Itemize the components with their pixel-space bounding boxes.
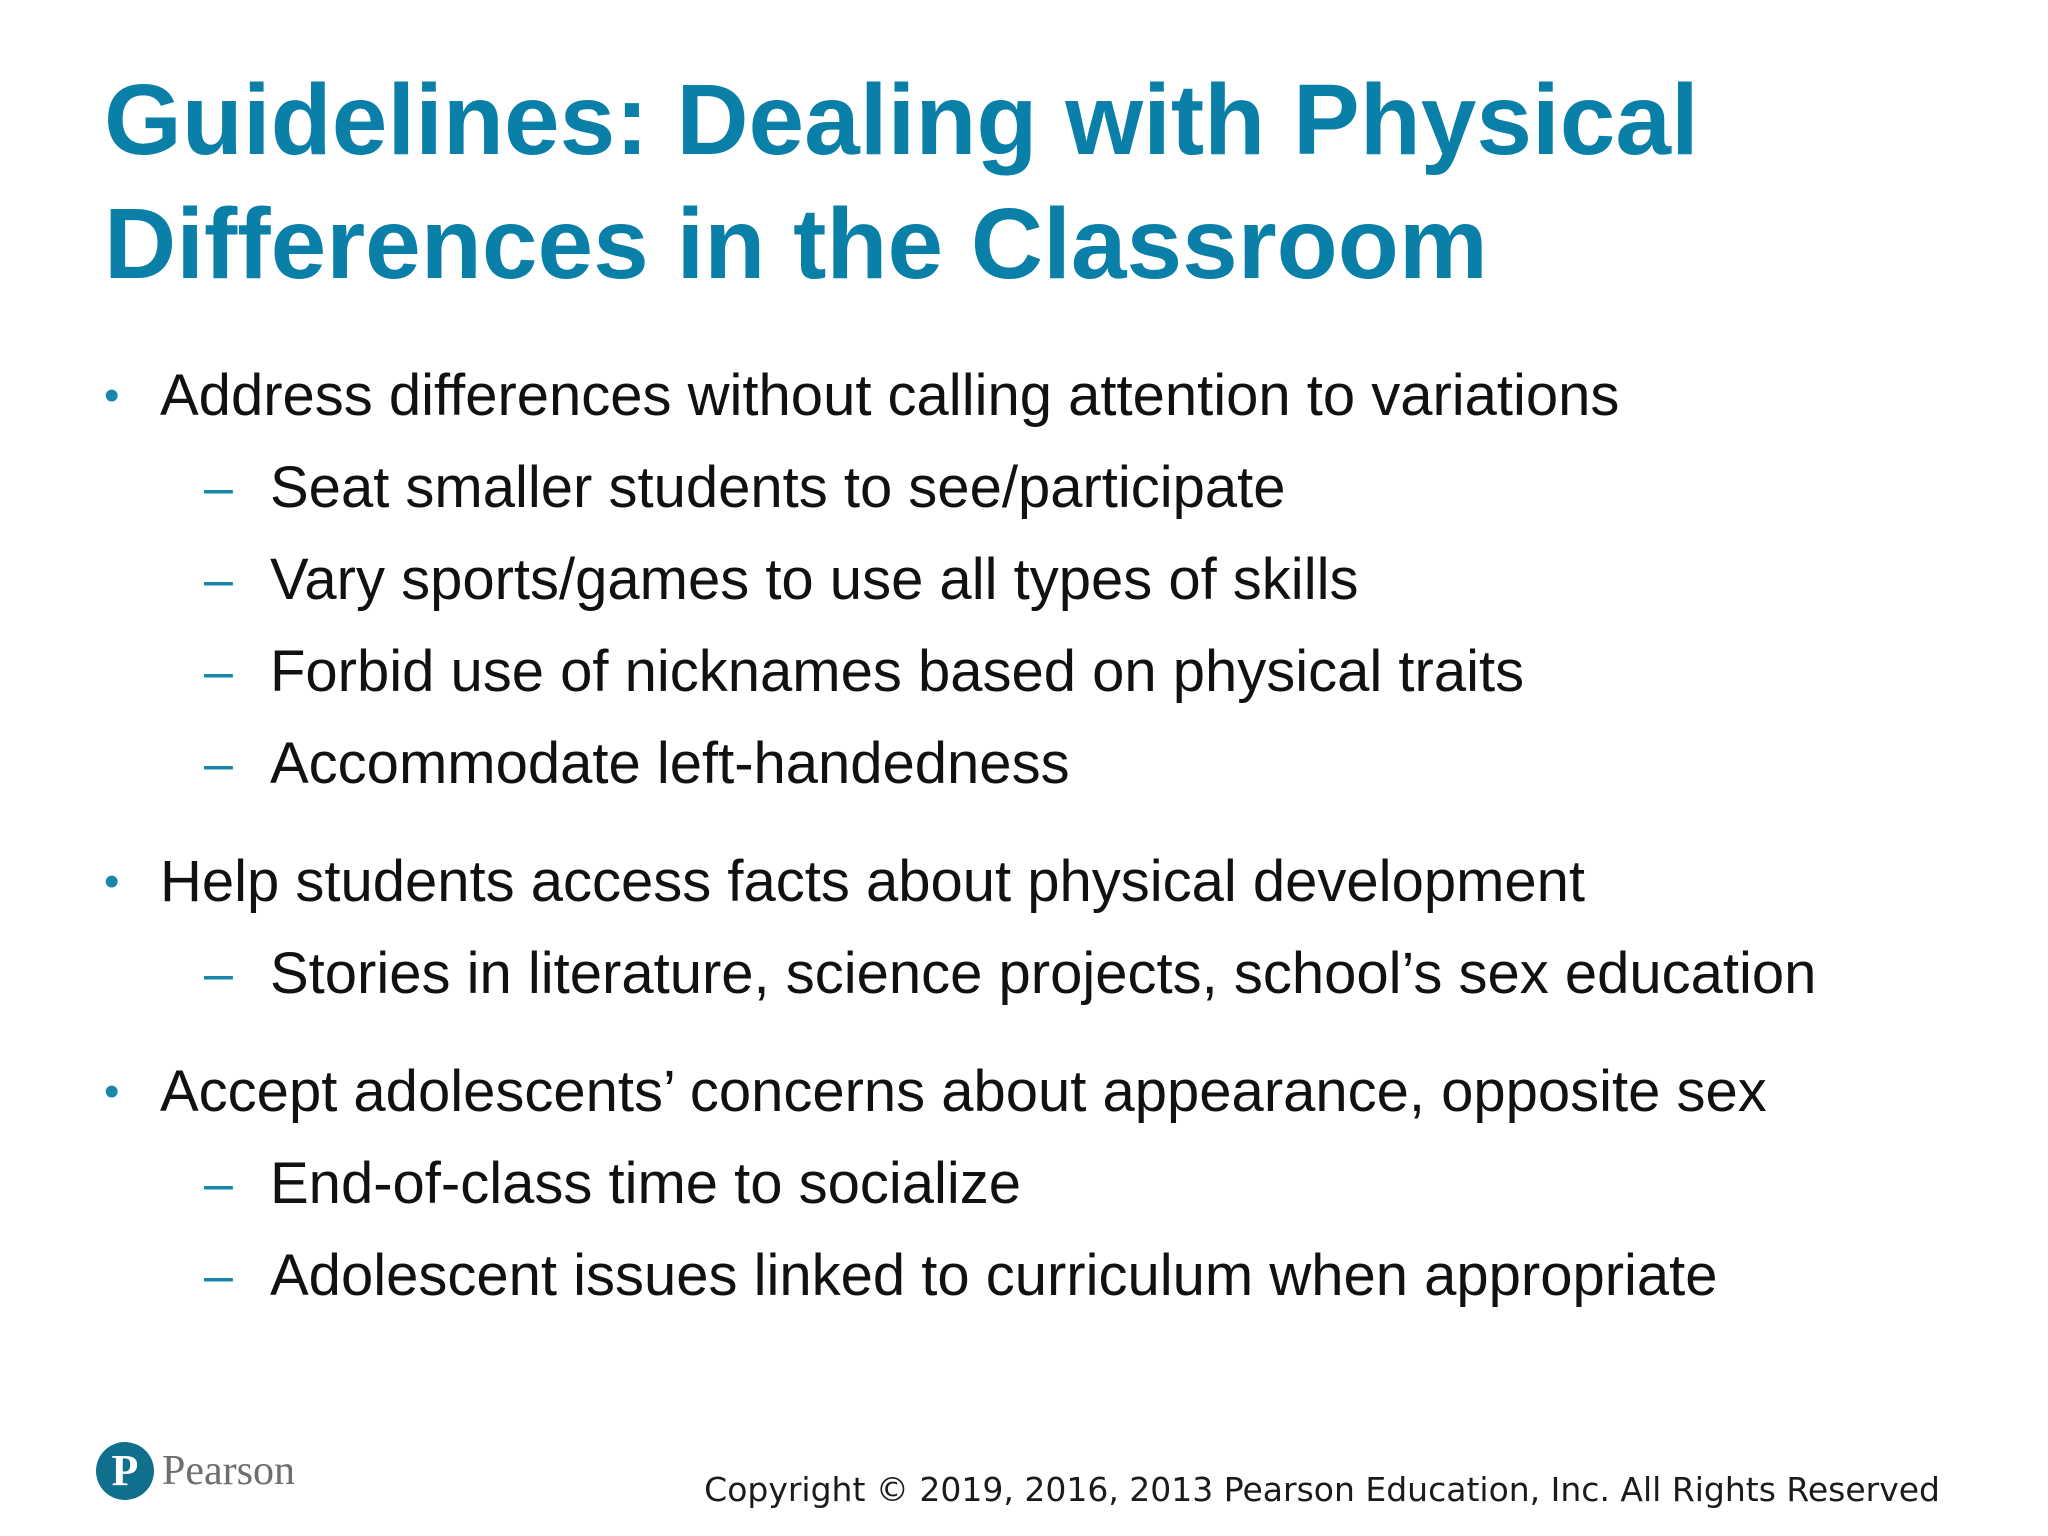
dash-icon: –: [204, 1247, 233, 1305]
dash-icon: –: [204, 551, 233, 609]
dash-icon: –: [204, 735, 233, 793]
slide-title: [104, 58, 1984, 306]
slide-title-line-1: Guidelines: Dealing with Physical: [104, 64, 1699, 176]
bullet-group: [104, 350, 2004, 810]
bullet-icon: •: [104, 1067, 120, 1116]
bullet-item: [104, 350, 2004, 442]
sub-bullet-text: Accommodate left-handedness: [270, 731, 1070, 796]
sub-bullet-item: [104, 534, 2004, 626]
sub-bullet-text: Forbid use of nicknames based on physical traits: [270, 639, 1525, 704]
bullet-group: [104, 1046, 2004, 1322]
sub-bullet-item: [104, 626, 2004, 718]
dash-icon: –: [204, 459, 233, 517]
logo-letter: P: [111, 1446, 139, 1495]
sub-bullet-item: [104, 1230, 2004, 1322]
dash-icon: –: [204, 945, 233, 1003]
bullet-icon: •: [104, 857, 120, 906]
sub-bullet-text: Adolescent issues linked to curriculum when appropriate: [270, 1243, 1718, 1308]
sub-bullet-item: [104, 928, 2004, 1020]
bullet-text: Help students access facts about physical development: [160, 849, 1586, 914]
bullet-text: Accept adolescents’ concerns about appearance, opposite sex: [160, 1059, 1767, 1124]
sub-bullet-item: [104, 442, 2004, 534]
logo-wordmark: Pearson: [162, 1448, 295, 1494]
sub-bullet-text: End-of-class time to socialize: [270, 1151, 1022, 1216]
sub-bullet-text: Vary sports/games to use all types of skills: [270, 547, 1359, 612]
bullet-item: [104, 836, 2004, 928]
bullet-group: [104, 836, 2004, 1020]
bullet-text: Address differences without calling attention to variations: [160, 363, 1620, 428]
sub-bullet-text: Stories in literature, science projects, school’s sex education: [270, 941, 1817, 1006]
bullet-list: [104, 350, 2004, 1348]
bullet-icon: •: [104, 371, 120, 420]
copyright-notice: Copyright © 2019, 2016, 2013 Pearson Education, Inc. All Rights Reserved: [704, 1470, 1940, 1509]
slide-title-line-2: Differences in the Classroom: [104, 188, 1488, 300]
dash-icon: –: [204, 643, 233, 701]
sub-bullet-text: Seat smaller students to see/participate: [270, 455, 1286, 520]
pearson-logo-icon: [96, 1442, 154, 1500]
sub-bullet-item: [104, 1138, 2004, 1230]
pearson-logo: [96, 1436, 295, 1506]
bullet-item: [104, 1046, 2004, 1138]
dash-icon: –: [204, 1155, 233, 1213]
sub-bullet-item: [104, 718, 2004, 810]
